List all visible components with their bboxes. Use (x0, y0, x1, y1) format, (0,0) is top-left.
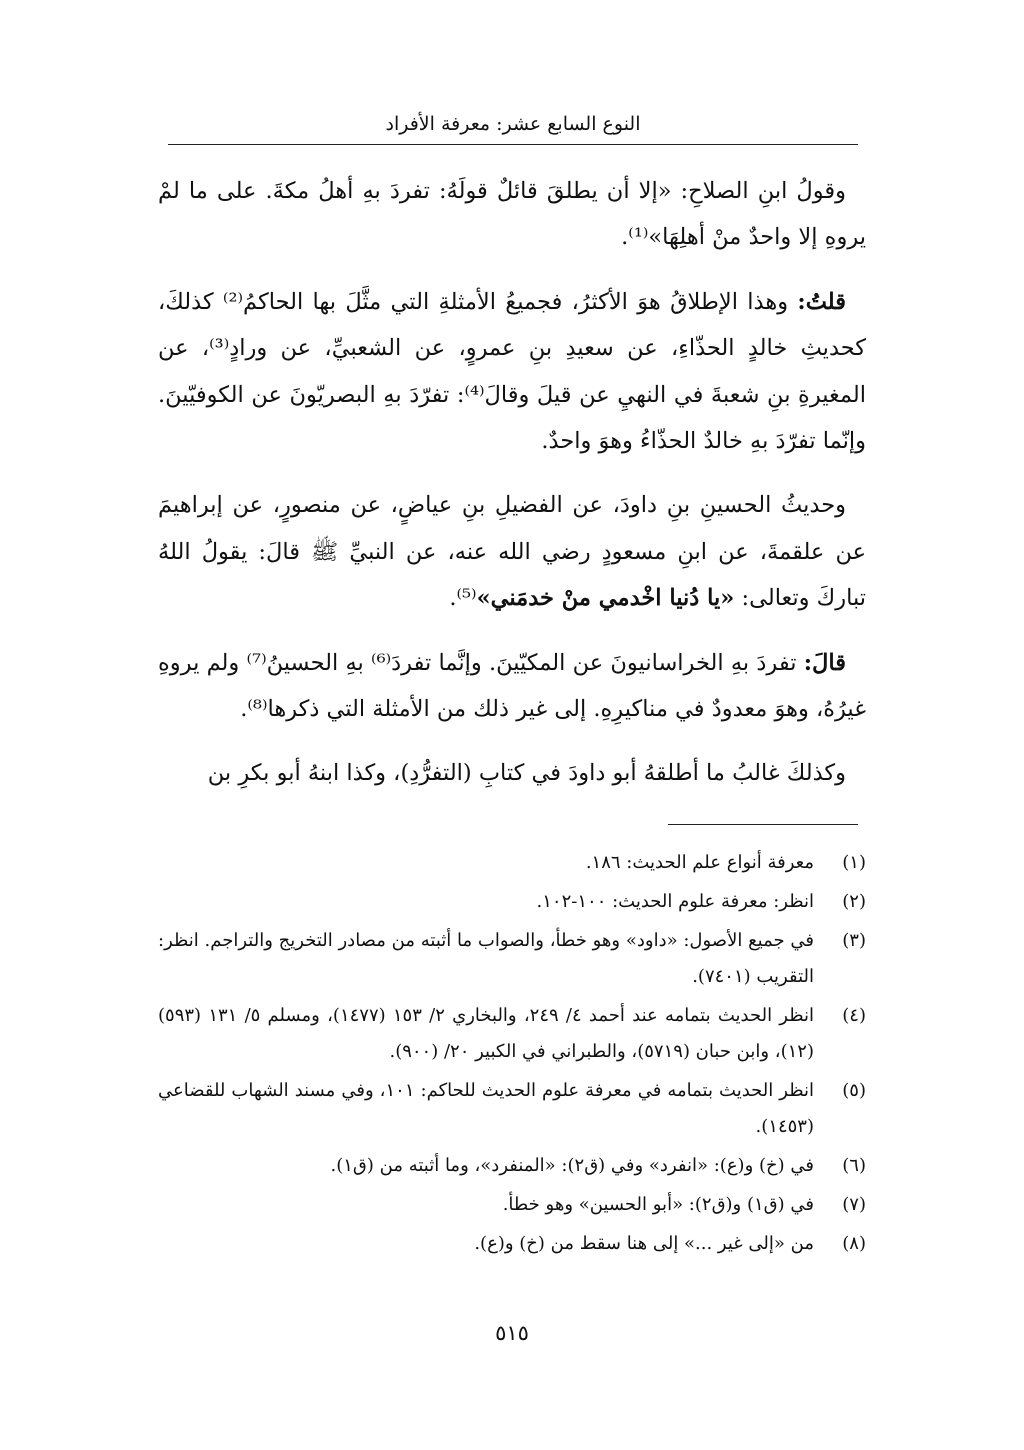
footnote-number: (٤) (842, 1005, 866, 1026)
footnote (158, 1226, 866, 1262)
paragraph-2-text: وهذا الإطلاقُ هوَ الأكثرُ، فجميعُ الأمثلةِ التي مثَّلَ بها الحاكمُ⁽²⁾ كذلكَ، كحديثِ خالدٍ الحذّاءِ، عن سعيدِ بنِ عمروٍ، عن الشعبيِّ، عن ورادٍ⁽³⁾، عن المغيرةِ بنِ شعبةَ في النهيِ عن قيلَ وقالَ⁽⁴⁾: تفرّدَ بهِ البصريّونَ عن الكوفيّينَ. وإنّما تفرّدَ بهِ خالدٌ الحذّاءُ وهوَ واحدٌ. (158, 288, 866, 455)
main-text (158, 168, 866, 815)
header-rule (168, 144, 858, 145)
paragraph-2 (158, 279, 866, 465)
footnote-text: انظر الحديث بتمامه في معرفة علوم الحديث للحاكم: ١٠١، وفي مسند الشهاب للقضاعي (١٤٥٣). (158, 1080, 814, 1137)
footnote (158, 923, 866, 995)
footnote-number: (٧) (842, 1194, 866, 1215)
footnote-number: (٢) (842, 891, 866, 912)
footnote (158, 845, 866, 881)
paragraph-4-lead: قالَ: (803, 649, 846, 676)
footnote-number: (٥) (842, 1080, 866, 1101)
paragraph-4-text: تفردَ بهِ الخراسانيونَ عن المكيّينَ. وإنَّما تفردَ⁽⁶⁾ بهِ الحسينُ⁽⁷⁾ ولم يروهِ غيرُهُ، وهوَ معدودٌ في مناكيرِهِ. إلى غير ذلك من الأمثلة التي ذكرها⁽⁸⁾. (158, 649, 866, 723)
footnote-text: في (خ) و(ع): «انفرد» وفي (ق٢): «المنفرد»، وما أثبته من (ق١). (330, 1155, 814, 1176)
footnote-number: (١) (842, 852, 866, 873)
footnote-text: معرفة أنواع علم الحديث: ١٨٦. (585, 852, 814, 873)
paragraph-3-end: ⁽⁵⁾. (449, 585, 477, 612)
running-header: النوع السابع عشر: معرفة الأفراد (385, 113, 641, 135)
footnote-text: انظر: معرفة علوم الحديث: ١٠٠-١٠٢. (536, 891, 814, 912)
paragraph-3-text: وحديثُ الحسينِ بنِ داودَ، عن الفضيلِ بنِ عياضٍ، عن منصورٍ، عن إبراهيمَ عن علقمةَ، عن ابنِ مسعودٍ رضي الله عنه، عن النبيِّ ﷺ قالَ: يقولُ اللهُ تباركَ وتعالى: (158, 492, 866, 612)
footnote-number: (٨) (842, 1233, 866, 1254)
paragraph-5: وكذلكَ غالبُ ما أطلقهُ أبو داودَ في كتابِ (التفرُّدِ)، وكذا ابنهُ أبو بكرِ بن (207, 760, 846, 787)
footnote-text: انظر الحديث بتمامه عند أحمد ٤/ ٢٤٩، والبخاري ٢/ ١٥٣ (١٤٧٧)، ومسلم ٥/ ١٣١ (٥٩٣) (١٢)، وابن حبان (٥٧١٩)، والطبراني في الكبير ٢٠/ (٩٠٠). (158, 1005, 815, 1062)
paragraph-3 (158, 482, 866, 621)
footnote (158, 1073, 866, 1145)
footnote-text: في (ق١) و(ق٢): «أبو الحسين» وهو خطأ. (502, 1194, 814, 1215)
page-number: ٥١٥ (495, 1321, 529, 1345)
footnote-rule (668, 824, 858, 825)
paragraph-4 (158, 640, 866, 733)
hadith-quote: «يا دُنيا اخْدمي منْ خدمَني» (476, 585, 735, 612)
paragraph-2-lead: قلتُ: (797, 288, 847, 315)
footnotes (158, 845, 866, 1265)
footnote-text: من «إلى غير ...» إلى هنا سقط من (خ) و(ع). (474, 1233, 814, 1254)
footnote (158, 1187, 866, 1223)
footnote-text: في جميع الأصول: «داود» وهو خطأ، والصواب ما أثبته من مصادر التخريج والتراجم. انظر: التقريب (٧٤٠١). (158, 930, 814, 987)
footnote (158, 1148, 866, 1184)
footnote-number: (٦) (842, 1155, 866, 1176)
footnote (158, 998, 866, 1070)
footnote-number: (٣) (842, 930, 866, 951)
paragraph-1: وقولُ ابنِ الصلاحِ: «إلا أن يطلقَ قائلٌ قولَهُ: تفردَ بهِ أهلُ مكةَ. على ما لمْ يروهِ إلا واحدٌ منْ أهلِهَا»⁽¹⁾. (158, 178, 866, 251)
footnote (158, 884, 866, 920)
